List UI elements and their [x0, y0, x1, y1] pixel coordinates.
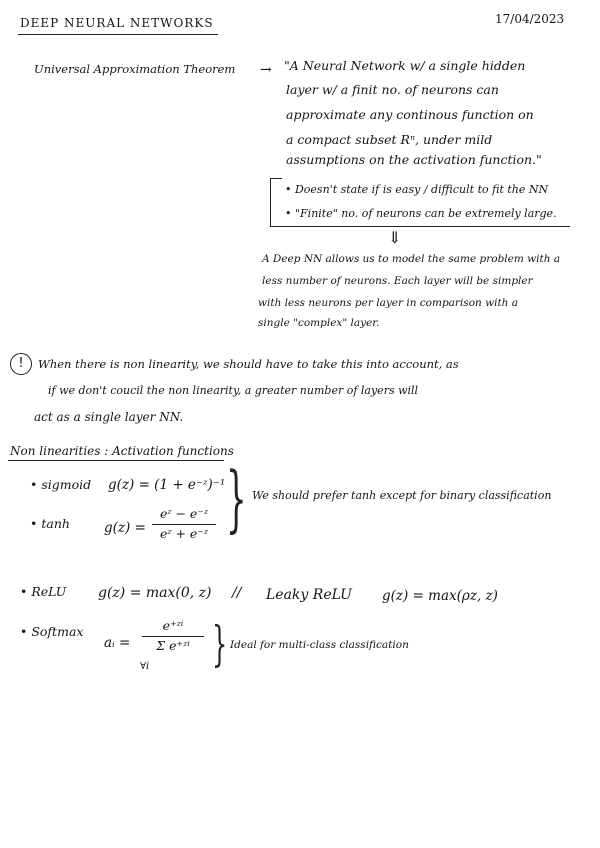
brace-note: We should prefer tanh except for binary classification	[252, 489, 552, 502]
uat-quote-line-3: approximate any continous function on	[286, 107, 534, 122]
tanh-denominator: eᶻ + e⁻ᶻ	[159, 525, 209, 541]
deep-nn-line-2: less number of neurons. Each layer will be simpler	[262, 275, 533, 287]
notes-bracket	[270, 178, 271, 226]
softmax-note: Ideal for multi-class classification	[230, 639, 409, 651]
fraction-bar	[142, 636, 204, 637]
tanh-label: • tanh	[30, 516, 70, 531]
notes-bracket-top	[270, 178, 282, 179]
softmax-label: • Softmax	[20, 624, 84, 639]
page-title: DEEP NEURAL NETWORKS	[20, 16, 214, 30]
warning-line-2: if we don't coucil the non linearity, a greater number of layers will	[48, 384, 419, 397]
deep-nn-line-3: with less neurons per layer in comparison with a	[258, 297, 519, 309]
warning-line-3: act as a single layer NN.	[34, 410, 184, 424]
softmax-numerator: e⁺ᶻⁱ	[162, 618, 184, 633]
deep-nn-line-1: A Deep NN allows us to model the same problem with a	[262, 253, 561, 265]
tanh-fraction	[152, 508, 216, 540]
softmax-lhs: aᵢ =	[104, 635, 131, 651]
warning-glyph: !	[18, 356, 24, 371]
activations-heading: Non linearities : Activation functions	[10, 444, 234, 458]
note-line-1: • Doesn't state if is easy / difficult to fit the NN	[285, 183, 549, 196]
tanh-lhs: g(z) =	[104, 520, 146, 536]
warning-line-1: When there is non linearity, we should have to take this into account, as	[38, 357, 459, 371]
arrow-right-icon: →	[260, 62, 272, 78]
sigmoid-formula: g(z) = (1 + e⁻ᶻ)⁻¹	[108, 477, 226, 493]
uat-quote-line-1: "A Neural Network w/ a single hidden	[284, 58, 526, 73]
tanh-numerator: eᶻ − e⁻ᶻ	[159, 506, 209, 521]
uat-quote-line-5: assumptions on the activation function."	[286, 152, 542, 167]
softmax-fraction	[142, 620, 204, 652]
relu-separator: //	[232, 585, 242, 601]
relu-label: • ReLU	[20, 584, 67, 599]
title-underline	[18, 34, 218, 35]
down-arrow-icon: ⇓	[388, 228, 402, 247]
uat-quote-line-4: a compact subset Rⁿ, under mild	[286, 132, 493, 147]
relu-formula: g(z) = max(0, z)	[98, 585, 212, 601]
date: 17/04/2023	[495, 12, 565, 26]
heading-underline	[8, 460, 224, 461]
uat-quote-line-2: layer w/ a finit no. of neurons can	[286, 82, 499, 97]
notes-bracket-bottom	[270, 226, 570, 227]
leaky-relu-label: Leaky ReLU	[266, 587, 352, 603]
softmax-denominator: Σ e⁺ᶻⁱ	[156, 637, 190, 653]
deep-nn-line-4: single "complex" layer.	[258, 317, 380, 329]
softmax-sum-index: ∀i	[140, 661, 150, 672]
note-line-2: • "Finite" no. of neurons can be extremely large.	[285, 207, 557, 220]
fraction-bar	[152, 524, 216, 525]
uat-label: Universal Approximation Theorem	[34, 62, 236, 76]
leaky-relu-formula: g(z) = max(ρz, z)	[382, 588, 498, 604]
sigmoid-label: • sigmoid	[30, 477, 92, 492]
right-brace: }	[212, 616, 228, 672]
right-brace: }	[226, 456, 247, 540]
warning-icon	[10, 353, 32, 375]
